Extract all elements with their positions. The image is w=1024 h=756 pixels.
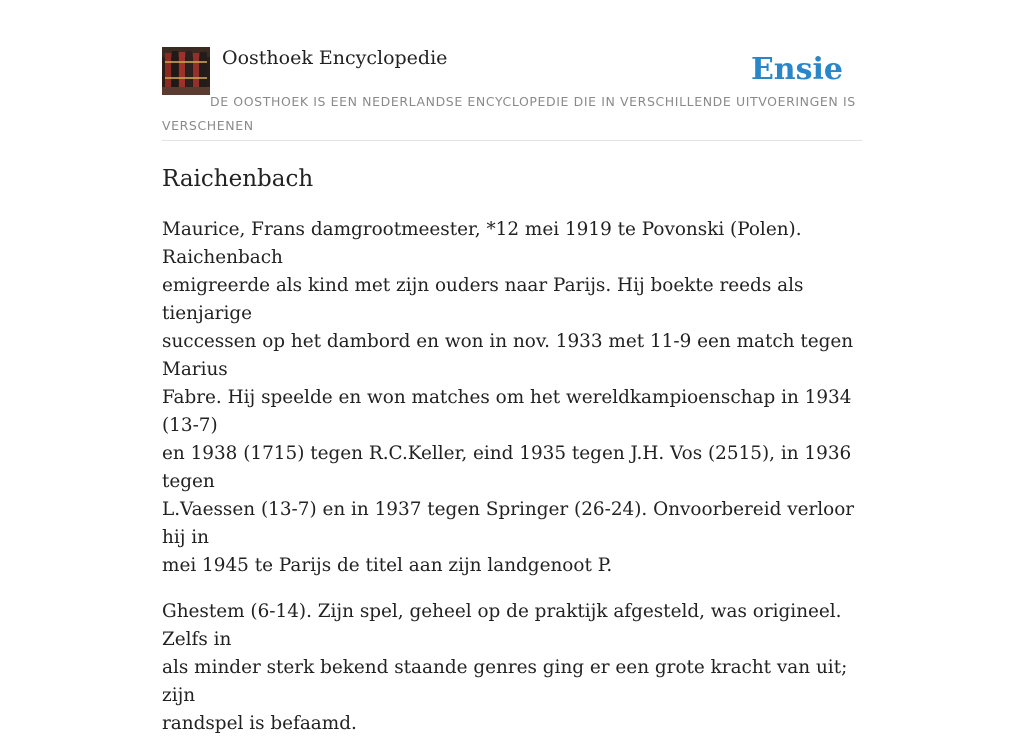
encyclopedia-books-icon — [162, 47, 210, 95]
source-name[interactable]: Oosthoek Encyclopedie — [222, 47, 448, 69]
source-header — [162, 46, 862, 141]
ensie-logo[interactable]: Ensie — [750, 52, 843, 87]
article-title: Raichenbach — [162, 166, 314, 192]
article-paragraph: Maurice, Frans damgrootmeester, *12 mei 1919 te Povonski (Polen). Raichenbach emigreerde als kind met zijn ouders naar Parijs. Hij boekte reeds als tienjarige successen op het dambord en won in nov. 1933 met 11-9 een match tegen Marius Fabre. Hij speelde en won matches om het wereldkampioenschap in 1934 (13-7) en 1938 (1715) tegen R.C.Keller, eind 1935 tegen J.H. Vos (2515), in 1936 tegen L.Vaessen (13-7) en in 1937 tegen Springer (26-24). Onvoorbereid verloor hij in mei 1945 te Parijs de titel aan zijn landgenoot P. — [162, 219, 855, 576]
article-body — [162, 216, 862, 756]
source-description: DE OOSTHOEK IS EEN NEDERLANDSE ENCYCLOPEDIE DIE IN VERSCHILLENDE UITVOERINGEN IS VERSCHENEN — [162, 94, 856, 133]
avatar[interactable] — [162, 47, 210, 95]
article-paragraph: Ghestem (6-14). Zijn spel, geheel op de praktijk afgesteld, was origineel. Zelfs in als minder sterk bekend staande genres ging er een grote kracht van uit; zijn randspel is befaamd. — [162, 601, 848, 734]
